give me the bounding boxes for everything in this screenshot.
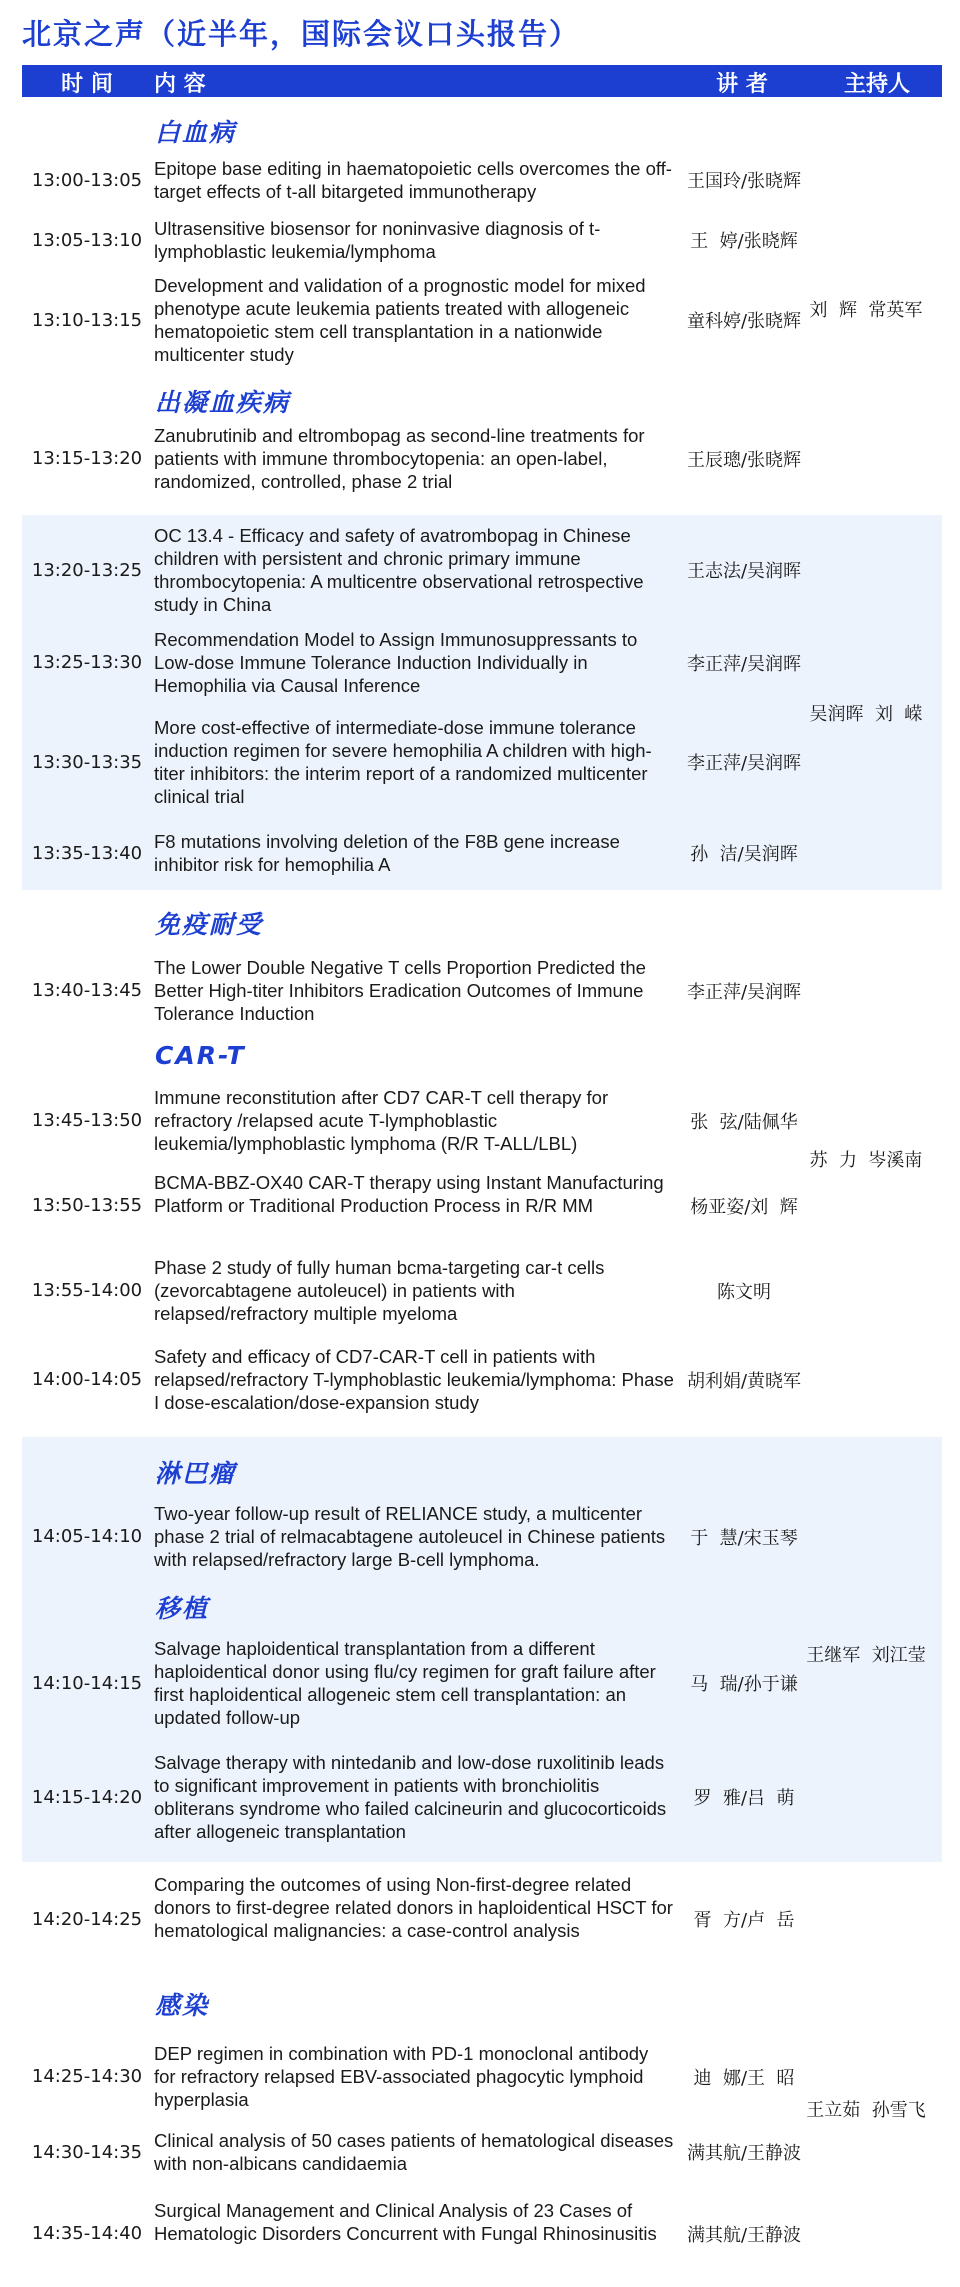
row-content: Salvage haploidentical transplantation from a different haploidentical donor using flu/cy regimen for graft failure after first haploidentical allogeneic stem cell transplantation: an updated follow-up	[154, 1638, 656, 1728]
table-row	[22, 1345, 942, 1414]
row-content: Immune reconstitution after CD7 CAR-T cell therapy for refractory /relapsed acute T-lymphoblastic leukemia/lymphoblastic lymphoma (R/R T-ALL/LBL)	[154, 1087, 609, 1154]
row-time: 13:35-13:40	[31, 842, 143, 864]
header-time: 时 间	[61, 72, 113, 97]
section-title: 白血病	[155, 118, 237, 147]
row-time: 13:15-13:20	[31, 448, 143, 469]
row-time: 14:10-14:15	[31, 1672, 143, 1694]
row-time: 13:00-13:05	[31, 169, 143, 191]
row-speaker: 李正萍/吴润晖	[686, 753, 802, 774]
row-time: 13:20-13:25	[31, 559, 143, 581]
row-time: 13:50-13:55	[31, 1195, 143, 1216]
row-speaker: 满其航/王静波	[686, 2143, 802, 2164]
row-content: Development and validation of a prognostic model for mixed phenotype acute leukemia patients treated with allogeneic hematopoietic stem cell transplantation in a nationwide multicenter study	[154, 275, 646, 365]
row-content: Comparing the outcomes of using Non-first-degree related donors to first-degree related donors in haploidentical HSCT for hematological malignancies: a case-control analysis	[154, 1874, 673, 1941]
row-speaker: 李正萍/吴润晖	[686, 981, 802, 1003]
table-row	[22, 1873, 942, 1965]
row-time: 13:40-13:45	[31, 980, 143, 1001]
host-names: 刘 辉 常英军	[809, 300, 923, 321]
row-speaker: 张 弦/陆佩华	[690, 1111, 798, 1133]
table-row	[22, 1502, 942, 1571]
host-names: 王立茹 孙雪飞	[806, 2100, 926, 2121]
table-row	[22, 1171, 942, 1240]
row-content: Two-year follow-up result of RELIANCE study, a multicenter phase 2 trial of relmacabtagene autoleucel in Chinese patients with relapsed/refractory large B-cell lymphoma.	[154, 1503, 666, 1570]
table-row	[22, 524, 942, 616]
row-speaker: 王志法/吴润晖	[686, 561, 802, 582]
row-time: 13:10-13:15	[31, 309, 143, 331]
table-row	[22, 217, 942, 263]
row-content: Clinical analysis of 50 cases patients of hematological diseases with non-albicans candidaemia	[154, 2130, 674, 2174]
row-time: 13:55-14:00	[31, 1280, 143, 1301]
table-row	[22, 157, 942, 203]
row-content: Epitope base editing in haematopoietic cells overcomes the off-target effects of t-all bitargeted immunotherapy	[154, 158, 672, 202]
row-speaker: 于 慧/宋玉琴	[690, 1527, 798, 1549]
table-row	[22, 830, 942, 876]
row-speaker: 罗 雅/吕 萌	[693, 1788, 795, 1809]
row-time: 13:25-13:30	[31, 652, 143, 673]
row-content: Surgical Management and Clinical Analysis of 23 Cases of Hematologic Disorders Concurrent with Fungal Rhinosinusitis	[154, 2200, 657, 2244]
row-time: 13:05-13:10	[31, 229, 143, 251]
host-names: 吴润晖 刘 嵘	[809, 704, 923, 725]
host-names: 王继军 刘江莹	[806, 1645, 926, 1666]
table-row	[22, 424, 942, 493]
row-content: Salvage therapy with nintedanib and low-dose ruxolitinib leads to significant improvement in patients with bronchiolitis obliterans syndrome who failed calcineurin and glucocorticoids after allogeneic transplantation	[154, 1752, 667, 1842]
host-names: 苏 力 岑溪南	[809, 1150, 923, 1171]
row-speaker: 满其航/王静波	[686, 2224, 802, 2246]
section-title: 感染	[155, 1991, 210, 2020]
row-speaker: 迪 娜/王 昭	[693, 2067, 795, 2089]
page-title: 北京之声（近半年，国际会议口头报告）	[22, 17, 581, 51]
row-time: 14:15-14:20	[31, 1786, 143, 1808]
section-title: 免疫耐受	[155, 910, 264, 939]
row-content: The Lower Double Negative T cells Proportion Predicted the Better High-titer Inhibitors Eradication Outcomes of Immune Tolerance Induction	[154, 957, 646, 1024]
row-speaker: 陈文明	[717, 1281, 771, 1303]
row-speaker: 童科婷/张晓辉	[686, 311, 802, 332]
row-time: 13:30-13:35	[31, 751, 143, 773]
table-row	[22, 2199, 942, 2268]
section-title: 淋巴瘤	[155, 1459, 237, 1488]
row-content: BCMA-BBZ-OX40 CAR-T therapy using Instant Manufacturing Platform or Traditional Production Process in R/R MM	[154, 1172, 664, 1216]
row-content: OC 13.4 - Efficacy and safety of avatrombopag in Chinese children with persistent and chronic primary immune thrombocytopenia: A multicentre observational retrospective study in China	[154, 525, 644, 615]
row-time: 14:05-14:10	[31, 1526, 143, 1547]
row-content: F8 mutations involving deletion of the F8B gene increase inhibitor risk for hemophilia A	[154, 831, 620, 875]
header-speaker: 讲 者	[716, 72, 768, 97]
header-content: 内 容	[154, 72, 206, 97]
row-content: Phase 2 study of fully human bcma-targeting car-t cells (zevorcabtagene autoleucel) in patients with relapsed/refractory multiple myeloma	[154, 1257, 605, 1324]
row-speaker: 王国玲/张晓辉	[686, 171, 802, 192]
row-speaker: 王 婷/张晓辉	[690, 231, 798, 252]
table-row	[22, 1751, 942, 1843]
header-host: 主持人	[843, 72, 910, 97]
table-row	[22, 1256, 942, 1325]
row-time: 14:35-14:40	[31, 2223, 143, 2244]
table-row	[22, 628, 942, 697]
row-content: Recommendation Model to Assign Immunosuppressants to Low-dose Immune Tolerance Induction Individually in Hemophilia via Causal Inference	[154, 629, 638, 696]
table-header	[22, 65, 942, 97]
row-content: Safety and efficacy of CD7-CAR-T cell in patients with relapsed/refractory T-lymphoblastic leukemia/lymphoma: Phase I dose-escalation/dose-expansion study	[154, 1346, 674, 1413]
section-title: 出凝血疾病	[155, 388, 291, 417]
row-content: Ultrasensitive biosensor for noninvasive diagnosis of t-lymphoblastic leukemia/lymphoma	[154, 218, 601, 262]
row-content: DEP regimen in combination with PD-1 monoclonal antibody for refractory relapsed EBV-associated phagocytic lymphoid hyperplasia	[154, 2043, 649, 2110]
section-title: 移植	[155, 1594, 210, 1623]
section-title: CAR-T	[155, 1041, 246, 1070]
row-time: 14:30-14:35	[31, 2141, 143, 2163]
row-content: Zanubrutinib and eltrombopag as second-line treatments for patients with immune thrombocytopenia: an open-label, randomized, controlled, phase 2 trial	[154, 425, 645, 492]
row-speaker: 马 瑞/孙于谦	[690, 1674, 798, 1695]
row-content: More cost-effective of intermediate-dose immune tolerance induction regimen for severe hemophilia A children with high-titer inhibitors: the interim report of a randomized multicenter clinical trial	[154, 717, 652, 807]
row-time: 13:45-13:50	[31, 1110, 143, 1131]
row-speaker: 胥 方/卢 岳	[693, 1910, 795, 1931]
row-time: 14:00-14:05	[31, 1369, 143, 1390]
row-speaker: 胡利娟/黄晓军	[686, 1370, 802, 1392]
table-row	[22, 1086, 942, 1155]
row-speaker: 李正萍/吴润晖	[686, 653, 802, 675]
row-time: 14:25-14:30	[31, 2066, 143, 2087]
row-speaker: 杨亚姿/刘 辉	[690, 1196, 798, 1218]
row-time: 14:20-14:25	[31, 1908, 143, 1930]
table-row	[22, 956, 942, 1025]
table-row	[22, 716, 942, 808]
row-speaker: 孙 洁/吴润晖	[690, 844, 798, 865]
table-row	[22, 2129, 942, 2175]
row-speaker: 王辰璁/张晓辉	[686, 449, 802, 471]
